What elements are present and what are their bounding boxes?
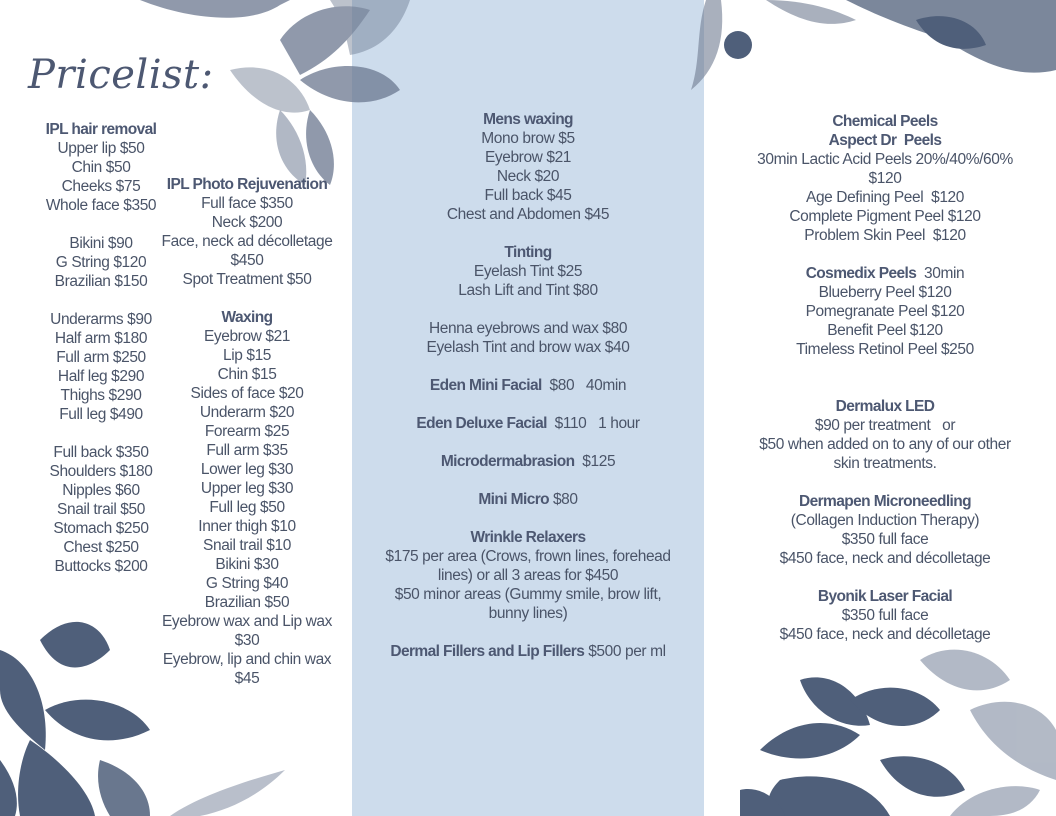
price-line: Full face $350 [201, 195, 293, 212]
waxing-heading: Waxing [221, 309, 273, 326]
price-line: $350 full face [841, 607, 929, 624]
tinting-heading: Tinting [504, 244, 552, 261]
price-line: Stomach $250 [53, 520, 149, 537]
price-line: $50 minor areas (Gummy smile, brow lift, [394, 586, 662, 603]
price-line: (Collagen Induction Therapy) [790, 512, 980, 529]
price-line: $450 face, neck and décolletage [779, 550, 991, 567]
dermapen-microneedling-list [730, 511, 1040, 568]
lily-flower-bottom-right-illustration [740, 640, 1056, 816]
price-line: Full arm $250 [56, 349, 146, 366]
price-line: Eyebrow $21 [203, 328, 291, 345]
wrinkle-relaxers-list [372, 547, 684, 623]
chemical-peels-heading: Chemical Peels [832, 113, 938, 130]
dermapen-microneedling-heading: Dermapen Microneedling [799, 493, 971, 510]
dermal-fillers-item [372, 642, 684, 661]
eden-deluxe-facial-price: $110 1 hour [554, 415, 640, 432]
price-line: Upper leg $30 [200, 480, 294, 497]
price-line: Face, neck ad décolletage [161, 233, 333, 250]
microdermabrasion-name: Microdermabrasion [440, 453, 575, 470]
price-line: Full leg $50 [209, 499, 285, 516]
eden-mini-facial-item [372, 376, 684, 395]
price-line: Chest and Abdomen $45 [446, 206, 610, 223]
price-line: $450 face, neck and décolletage [779, 626, 991, 643]
price-line: skin treatments. [833, 455, 937, 472]
tinting-list [372, 262, 684, 357]
dermal-fillers-price: $500 per ml [588, 643, 666, 660]
mens-waxing-list [372, 129, 684, 224]
price-line: Sides of face $20 [190, 385, 304, 402]
ipl-photo-rejuvenation-list [154, 194, 340, 289]
price-line: Eyebrow $21 [484, 149, 572, 166]
microdermabrasion-price: $125 [582, 453, 616, 470]
price-line: $45 [234, 670, 260, 687]
aspect-dr-peels-list [730, 150, 1040, 245]
price-line: Cheeks $75 [61, 178, 141, 195]
price-line: lines) or all 3 areas for $450 [437, 567, 619, 584]
price-line: Benefit Peel $120 [827, 322, 943, 339]
dermalux-led-list [730, 416, 1040, 473]
price-line: Shoulders $180 [49, 463, 153, 480]
price-line: Full back $350 [53, 444, 149, 461]
ipl-hair-removal-heading: IPL hair removal [45, 121, 157, 138]
price-line: Lip $15 [222, 347, 272, 364]
price-line: Forearm $25 [204, 423, 290, 440]
dermalux-led-heading: Dermalux LED [835, 398, 935, 415]
mini-micro-item [372, 490, 684, 509]
right-column [730, 112, 1040, 644]
price-line: 30min Lactic Acid Peels 20%/40%/60% [757, 151, 1013, 168]
price-line: Bikini $90 [69, 235, 133, 252]
price-line: Timeless Retinol Peel $250 [796, 341, 974, 358]
price-line: Underarms $90 [50, 311, 152, 328]
lily-flower-top-right-illustration [686, 0, 1056, 100]
price-line: Complete Pigment Peel $120 [789, 208, 981, 225]
eden-mini-facial-name: Eden Mini Facial [429, 377, 542, 394]
spacer [372, 300, 684, 319]
price-line: Whole face $350 [45, 197, 157, 214]
cosmedix-peels-list [730, 283, 1040, 359]
price-line: Underarm $20 [199, 404, 295, 421]
mini-micro-name: Mini Micro [478, 491, 550, 508]
price-line: Nipples $60 [62, 482, 140, 499]
price-line: Blueberry Peel $120 [818, 284, 952, 301]
price-line: Age Defining Peel $120 [806, 189, 964, 206]
price-line: $175 per area (Crows, frown lines, forehead [385, 548, 671, 565]
cosmedix-peels-heading-line [730, 264, 1040, 283]
ipl-photo-rejuvenation-heading: IPL Photo Rejuvenation [166, 176, 328, 193]
price-line: Buttocks $200 [54, 558, 148, 575]
wrinkle-relaxers-heading: Wrinkle Relaxers [470, 529, 586, 546]
eden-deluxe-facial-item [372, 414, 684, 433]
price-line: $50 when added on to any of our other [759, 436, 1011, 453]
price-line: Neck $200 [211, 214, 283, 231]
eden-deluxe-facial-name: Eden Deluxe Facial [416, 415, 547, 432]
price-line: Full arm $35 [206, 442, 288, 459]
price-line: Brazilian $50 [204, 594, 290, 611]
price-line: Eyelash Tint and brow wax $40 [426, 339, 630, 356]
cosmedix-peels-heading: Cosmedix Peels [805, 265, 917, 282]
price-line: Problem Skin Peel $120 [804, 227, 966, 244]
price-line: Upper lip $50 [57, 140, 145, 157]
price-line: Bikini $30 [215, 556, 279, 573]
byonik-laser-facial-heading: Byonik Laser Facial [817, 588, 953, 605]
price-line: $350 full face [841, 531, 929, 548]
price-line: Full leg $490 [59, 406, 143, 423]
price-line: G String $120 [55, 254, 147, 271]
price-line: $450 [230, 252, 264, 269]
price-line: Brazilian $150 [54, 273, 148, 290]
price-line: $120 [868, 170, 902, 187]
price-line: Chin $15 [217, 366, 277, 383]
byonik-laser-facial-list [730, 606, 1040, 644]
price-line: Eyebrow wax and Lip wax [161, 613, 332, 630]
mini-micro-price: $80 [552, 491, 578, 508]
price-line: Spot Treatment $50 [182, 271, 312, 288]
price-line: Pomegranate Peel $120 [805, 303, 965, 320]
price-line: Full back $45 [484, 187, 572, 204]
price-line: Snail trail $10 [203, 537, 291, 554]
price-line: Eyebrow, lip and chin wax [162, 651, 332, 668]
eden-mini-facial-price: $80 40min [549, 377, 627, 394]
price-line: Half leg $290 [57, 368, 145, 385]
page-title: Pricelist: [28, 52, 214, 98]
cosmedix-peels-duration: 30min [924, 265, 965, 282]
price-line: Lower leg $30 [200, 461, 294, 478]
price-line: Half arm $180 [54, 330, 148, 347]
microdermabrasion-item [372, 452, 684, 471]
price-line: Eyelash Tint $25 [473, 263, 583, 280]
middle-column [372, 110, 684, 661]
price-line: Snail trail $50 [57, 501, 145, 518]
dermal-fillers-name: Dermal Fillers and Lip Fillers [390, 643, 585, 660]
price-line: bunny lines) [488, 605, 568, 622]
aspect-dr-peels-heading: Aspect Dr Peels [828, 132, 942, 149]
price-line: Chest $250 [63, 539, 139, 556]
price-line: Neck $20 [496, 168, 560, 185]
waxing-list [154, 327, 340, 688]
price-line: Lash Lift and Tint $80 [458, 282, 598, 299]
price-line: Chin $50 [71, 159, 131, 176]
price-line: Mono brow $5 [481, 130, 575, 147]
price-line: $30 [234, 632, 260, 649]
price-line: G String $40 [205, 575, 289, 592]
price-line: $90 per treatment or [814, 417, 956, 434]
price-line: Inner thigh $10 [198, 518, 296, 535]
price-line: Thighs $290 [60, 387, 142, 404]
mens-waxing-heading: Mens waxing [483, 111, 573, 128]
ipl-photo-rejuvenation-section [154, 175, 340, 688]
price-line: Henna eyebrows and wax $80 [428, 320, 628, 337]
